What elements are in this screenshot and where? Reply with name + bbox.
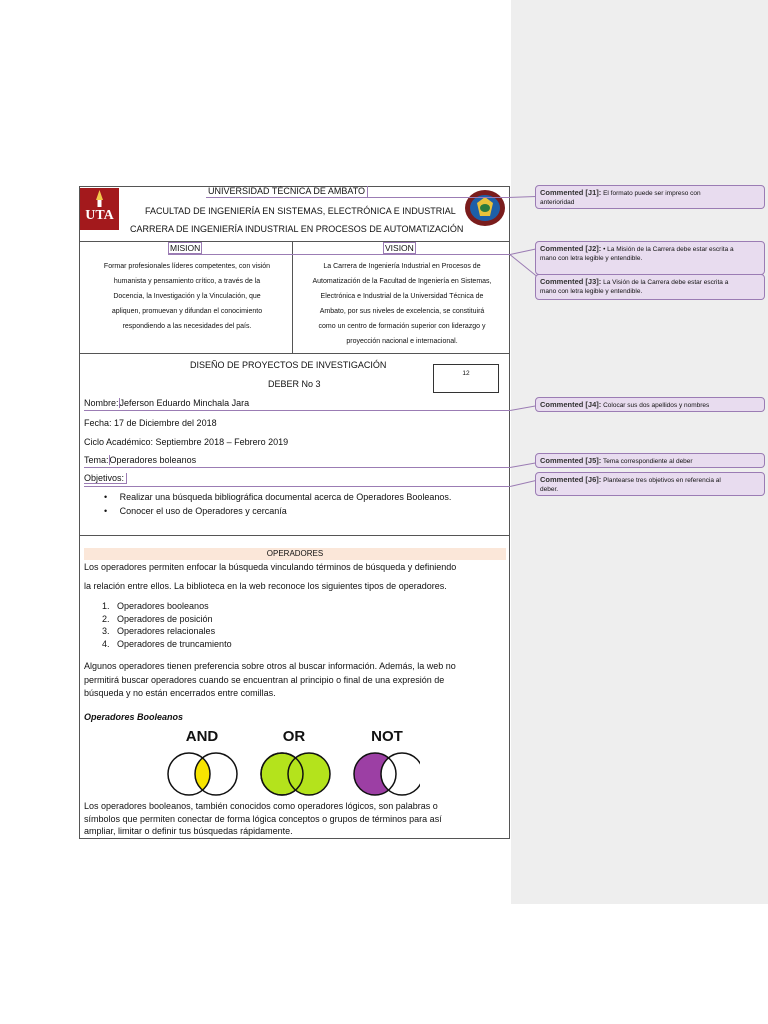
or-label: OR bbox=[282, 728, 306, 745]
comment-label: Commented [J1]: bbox=[540, 188, 602, 197]
list-item: 3. Operadores relacionales bbox=[102, 626, 216, 636]
mission-line: apliquen, promuevan y difundan el conocimiento bbox=[111, 308, 263, 315]
comment-text: • La Misión de la Carrera debe estar escrita a bbox=[603, 246, 734, 253]
comment-text: mano con letra legible y entendible. bbox=[540, 288, 643, 295]
comment-label: Commented [J3]: bbox=[540, 277, 602, 286]
faculty-title: FACULTAD DE INGENIERÍA EN SISTEMAS, ELECTRÓNICA E INDUSTRIAL bbox=[145, 206, 456, 216]
comment-text: Tema correspondiente al deber bbox=[602, 458, 693, 465]
seal-icon bbox=[463, 188, 507, 228]
grade-value: 12 bbox=[462, 370, 470, 377]
comment-j5[interactable] bbox=[535, 453, 765, 468]
section-title: OPERADORES bbox=[266, 549, 324, 558]
divider bbox=[80, 535, 509, 536]
comment-text: La Visión de la Carrera debe estar escrita a bbox=[603, 279, 729, 286]
paragraph-line: Algunos operadores tienen preferencia sobre otros al buscar información. Además, la web no bbox=[84, 661, 456, 671]
vision-line: Automatización de la Facultad de Ingeniería en Sistemas, bbox=[312, 278, 492, 285]
vision-line: La Carrera de Ingeniería Industrial en Procesos de bbox=[323, 263, 481, 270]
mission-line: Formar profesionales líderes competentes, con visión bbox=[103, 263, 271, 270]
paragraph-line: símbolos que permiten conectar de forma lógica conceptos o grupos de términos para así bbox=[84, 813, 442, 824]
paragraph-line: ampliar, limitar o definir tus búsquedas rápidamente. bbox=[84, 826, 293, 836]
logo-text: UTA bbox=[85, 208, 114, 223]
vision-line: Electrónica e Industrial de la Universidad Técnica de bbox=[320, 293, 484, 300]
comment-label: Commented [J4]: bbox=[540, 400, 602, 409]
comment-text: Plantearse tres objetivos en referencia al bbox=[603, 477, 721, 484]
divider bbox=[292, 241, 293, 353]
uta-logo bbox=[80, 188, 119, 230]
date-text: Fecha: 17 de Diciembre del 2018 bbox=[84, 418, 217, 428]
objective-item bbox=[104, 492, 451, 502]
mission-line: respondiendo a las necesidades del país. bbox=[122, 323, 252, 330]
university-underline bbox=[206, 197, 508, 198]
name-underline bbox=[84, 410, 510, 411]
comment-text: Colocar sus dos apellidos y nombres bbox=[603, 402, 710, 409]
mission-underline bbox=[168, 254, 510, 255]
not-label: NOT bbox=[371, 728, 403, 745]
topic-field bbox=[84, 455, 196, 465]
comment-label: Commented [J5]: bbox=[540, 456, 602, 465]
name-value: Jeferson Eduardo Minchala Jara bbox=[119, 398, 250, 408]
comment-j6[interactable] bbox=[535, 472, 765, 496]
deber-title: DEBER No 3 bbox=[268, 379, 321, 389]
intro-line: la relación entre ellos. La biblioteca en la web reconoce los siguientes tipos de operadores. bbox=[84, 581, 447, 591]
university-title: UNIVERSIDAD TÉCNICA DE AMBATO bbox=[206, 186, 368, 197]
comment-label: Commented [J2]: bbox=[540, 244, 602, 253]
mission-line: humanista y pensamiento crítico, a través de la bbox=[113, 278, 261, 285]
comment-j2[interactable] bbox=[535, 241, 765, 275]
objectives-label: Objetivos: bbox=[84, 473, 127, 484]
paragraph bbox=[84, 660, 456, 701]
subheading: Operadores Booleanos bbox=[84, 712, 184, 722]
vision-line: como un centro de formación superior con liderazgo y bbox=[318, 323, 486, 330]
mission-text bbox=[82, 259, 292, 334]
comment-j3[interactable] bbox=[535, 274, 765, 300]
vision-title: VISION bbox=[385, 243, 414, 253]
name-field bbox=[84, 398, 249, 408]
paragraph bbox=[84, 800, 442, 838]
course-title: DISEÑO DE PROYECTOS DE INVESTIGACIÓN bbox=[190, 360, 387, 370]
or-venn bbox=[261, 753, 330, 795]
comments-pane bbox=[511, 0, 768, 904]
grade-box bbox=[433, 364, 499, 393]
intro-line: Los operadores permiten enfocar la búsqueda vinculando términos de búsqueda y definiendo bbox=[84, 562, 457, 572]
paragraph-line: permitirá buscar operadores cuando se encuentran al principio o final de una expresión de bbox=[84, 674, 445, 685]
bullet-icon: • bbox=[104, 492, 120, 502]
paragraph-line: Los operadores booleanos, también conocidos como operadores lógicos, son palabras o bbox=[84, 801, 438, 811]
mission-line: Docencia, la Investigación y la Vinculación, que bbox=[113, 293, 261, 300]
topic-label: Tema: bbox=[84, 455, 109, 465]
topic-value: Operadores boleanos bbox=[109, 455, 197, 465]
and-venn bbox=[168, 753, 237, 795]
objective-text: Conocer el uso de Operadores y cercanía bbox=[119, 506, 287, 516]
vision-line: proyección nacional e internacional. bbox=[346, 338, 458, 345]
objective-item bbox=[104, 506, 287, 516]
not-venn bbox=[354, 753, 420, 795]
comment-j4[interactable] bbox=[535, 397, 765, 412]
objectives-underline bbox=[84, 486, 510, 487]
career-title: CARRERA DE INGENIERÍA INDUSTRIAL EN PROCESOS DE AUTOMATIZACIÓN bbox=[130, 224, 464, 234]
comment-text: deber. bbox=[540, 486, 559, 493]
topic-underline bbox=[84, 467, 510, 468]
vision-text bbox=[295, 259, 509, 349]
objective-text: Realizar una búsqueda bibliográfica documental acerca de Operadores Booleanos. bbox=[119, 492, 452, 502]
and-label: AND bbox=[185, 728, 219, 745]
comment-text: anterioridad bbox=[540, 199, 575, 206]
operator-list bbox=[102, 600, 232, 650]
name-label: Nombre: bbox=[84, 398, 119, 408]
comment-j1[interactable] bbox=[535, 185, 765, 209]
torch-icon bbox=[80, 188, 119, 208]
list-item: 2. Operadores de posición bbox=[102, 613, 213, 624]
cycle-text: Ciclo Académico: Septiembre 2018 – Febrero 2019 bbox=[84, 437, 289, 447]
venn-diagrams bbox=[160, 749, 420, 797]
list-item: 1. Operadores booleanos bbox=[102, 601, 209, 611]
bullet-icon: • bbox=[104, 506, 120, 516]
divider bbox=[80, 241, 509, 242]
section-header bbox=[84, 548, 506, 560]
list-item: 4. Operadores de truncamiento bbox=[102, 638, 232, 649]
mission-title: MISION bbox=[170, 243, 201, 253]
divider bbox=[80, 353, 509, 354]
paragraph-line: búsqueda y no están encerrados entre comillas. bbox=[84, 688, 276, 698]
comment-label: Commented [J6]: bbox=[540, 475, 602, 484]
vision-line: Ambato, por sus niveles de excelencia, se constituirá bbox=[319, 308, 485, 315]
comment-text: El formato puede ser impreso con bbox=[603, 190, 701, 197]
comment-text: mano con letra legible y entendible. bbox=[540, 255, 643, 262]
faculty-seal bbox=[463, 188, 507, 228]
